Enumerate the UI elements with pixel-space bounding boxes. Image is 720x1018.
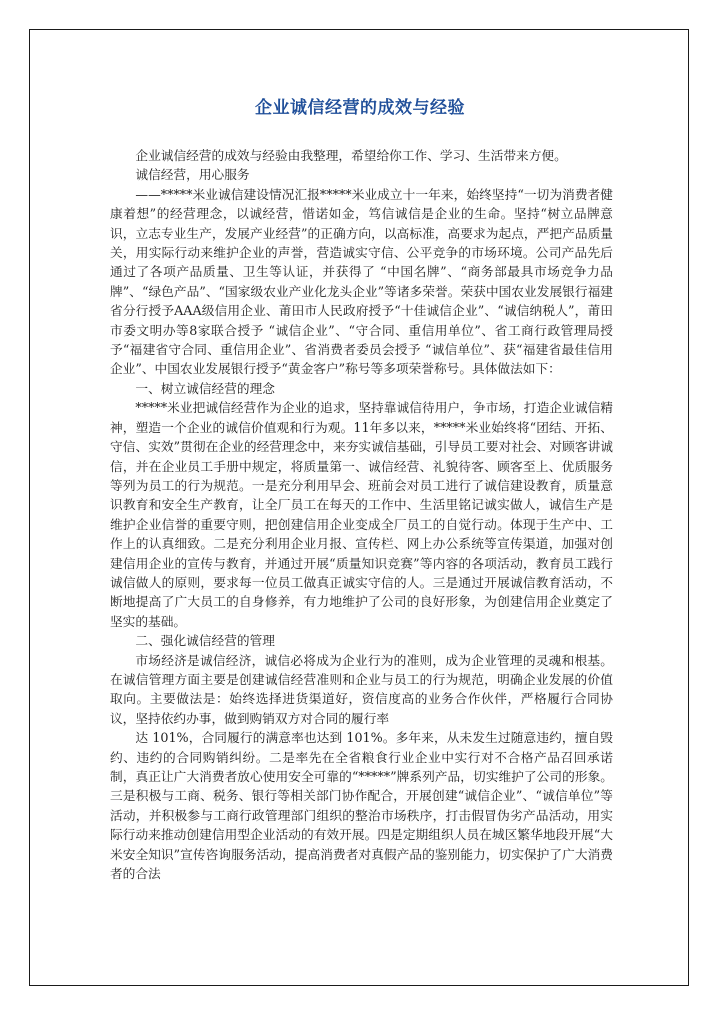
section-heading-2: 二、强化诚信经营的管理: [135, 633, 275, 649]
intro-paragraph: 企业诚信经营的成效与经验由我整理，希望给你工作、学习、生活带来方便。: [135, 148, 567, 163]
document-title: 企业诚信经营的成效与经验: [255, 98, 465, 118]
section-1-paragraph: *****米业把诚信经营作为企业的追求，坚持靠诚信待用户，争市场，打造企业诚信精神，塑造一个企业的诚信价值观和行为观。11年多以来，*****米业始终将“团结、开拓、守信、实效”贯彻在企业的经营理念中，来夯实诚信基础，引导员工要对社会、对顾客讲诚信，并在企业员工手册中规定，将质量第一、诚信经营、礼貌待客、顾客至上、优质服务等列为员工的行为规范。一是充分利用早会、班前会对员工进行了诚信建设教育，质量意识教育和安全生产教育，让全厂员工在每天的工作中、生活里铭记诚实做人，诚信生产是维护企业信誉的重要守则，把创建信用企业变成全厂员工的自觉行动。体现于生产中、工作上的认真细致。二是充分利用企业月报、宣传栏、网上办公系统等宣传渠道，加强对创建信用企业的宣传与教育，并通过开展“质量知识竞赛”等内容的各项活动，教育员工践行诚信做人的原则，要求每一位员工做真正诚实守信的人。三是通过开展诚信教育活动，不断地提高了广大员工的自身修养，有力地维护了公司的良好形象，为创建信用企业奠定了坚实的基础。: [110, 400, 613, 629]
document-body: [110, 146, 613, 883]
section-2-paragraph-b: 达 101%，合同履行的满意率也达到 101%。多年来，从未发生过随意违约，擅自毁约、违约的合同购销纠纷。二是率先在全省粮食行业企业中实行对不合格产品召回承诺制，真正让广大消费者放心使用安全可靠的“*****”牌系列产品，切实维护了公司的形象。三是积极与工商、税务、银行等相关部门协作配合，开展创建“诚信企业”、“诚信单位”等活动，并积极参与工商行政管理部门组织的整治市场秩序，打击假冒伪劣产品活动，用实际行动来推动创建信用型企业活动的有效开展。四是定期组织人员在城区繁华地段开展“大米安全知识”宣传咨询服务活动，提高消费者对真假产品的鉴别能力，切实保护了广大消费者的合法: [110, 730, 613, 882]
report-paragraph: ——*****米业诚信建设情况汇报*****米业成立十一年来，始终坚持“一切为消费者健康着想”的经营理念，以诚经营，惜诺如金，笃信诚信是企业的生命。坚持“树立品牌意识，立志专业生产，发展产业经营”的正确方向，以高标准，高要求为起点，严把产品质量关，用实际行动来维护企业的声誉，营造诚实守信、公平竞争的市场环境。公司产品先后通过了各项产品质量、卫生等认证，并获得了 “中国名牌”、“商务部最具市场竞争力品牌”、“绿色产品”、“国家级农业产业化龙头企业”等诸多荣誉。荣获中国农业发展银行福建省分行授予AAA级信用企业、莆田市人民政府授予“十佳诚信企业”、“诚信纳税人”，莆田市委文明办等8家联合授予 “诚信企业”、“守合同、重信用单位”、省工商行政管理局授予“福建省守合同、重信用企业”、省消费者委员会授予 “诚信单位”、获“福建省最佳信用企业”、中国农业发展银行授予“黄金客户”称号等多项荣誉称号。具体做法如下：: [110, 186, 613, 377]
section-heading-1: 一、树立诚信经营的理念: [135, 380, 275, 396]
section-2-paragraph-a: 市场经济是诚信经济，诚信必将成为企业行为的准则，成为企业管理的灵魂和根基。在诚信管理方面主要是创建诚信经营准则和企业与员工的行为规范，明确企业发展的价值取向。主要做法是：始终选择进货渠道好，资信度高的业务合作伙伴，严格履行合同协议，坚持依约办事，做到购销双方对合同的履行率: [110, 652, 613, 726]
subtitle-paragraph: 诚信经营，用心服务: [135, 167, 250, 183]
